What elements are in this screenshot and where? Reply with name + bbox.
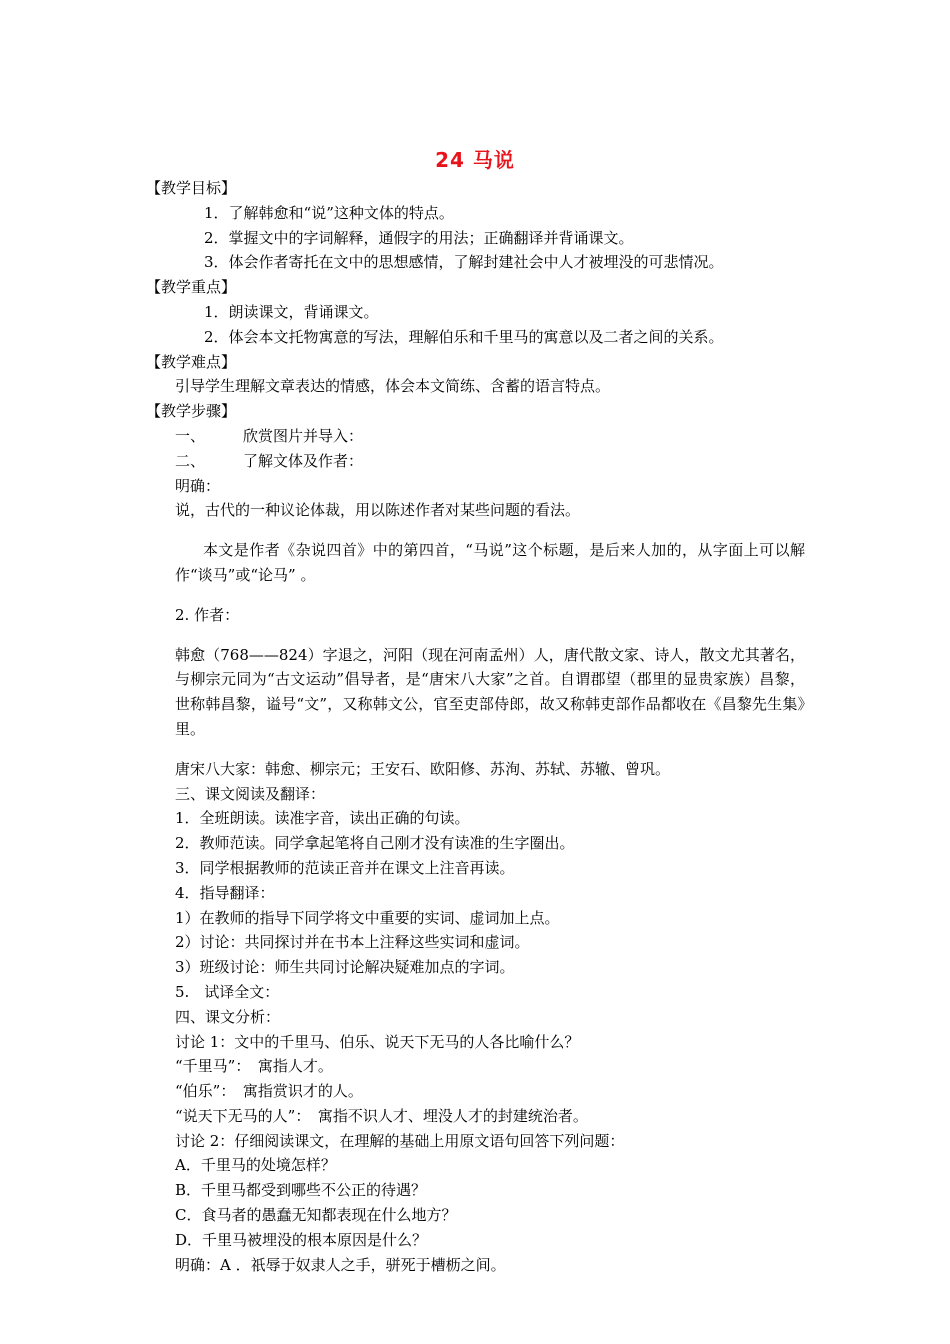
step-three-item: 1．全班朗读。读准字音，读出正确的句读。 <box>175 809 470 828</box>
difficulty-text: 引导学生理解文章表达的情感，体会本文简练、含蓄的语言特点。 <box>175 377 611 396</box>
author-heading: 2. 作者： <box>175 605 240 624</box>
step-four-item: 明确：A ．祇辱于奴隶人之手，骈死于槽枥之间。 <box>175 1255 506 1274</box>
step-four-item: 讨论 1：文中的千里马、伯乐、说天下无马的人各比喻什么？ <box>175 1032 580 1051</box>
shuo-paragraph: 本文是作者《杂说四首》中的第四首，“马说”这个标题，是后来人加的，从字面上可以解作“谈马”或“论马” 。 <box>175 541 805 584</box>
step-four-item: B．千里马都受到哪些不公正的待遇？ <box>175 1181 427 1200</box>
step-three-item: 3）班级讨论：师生共同讨论解决疑难加点的字词。 <box>175 958 515 977</box>
step-one-text: 欣赏图片并导入： <box>243 426 364 445</box>
goals-heading: 【教学目标】 <box>146 179 237 197</box>
step-three-item: 5. 试译全文： <box>175 982 280 1001</box>
shuo-definition: 说，古代的一种议论体裁，用以陈述作者对某些问题的看法。 <box>175 501 581 520</box>
step-three-item: 1）在教师的指导下同学将文中重要的实词、虚词加上点。 <box>175 908 560 927</box>
goal-item: 3．体会作者寄托在文中的思想感情，了解封建社会中人才被埋没的可悲情况。 <box>204 253 724 272</box>
step-three-item: 3．同学根据教师的范读正音并在课文上注音再读。 <box>175 858 515 877</box>
clarify-label: 明确： <box>175 476 221 495</box>
author-paragraph: 韩愈（768——824）字退之，河阳（现在河南孟州）人，唐代散文家、诗人，散文尤其著名，与柳宗元同为“古文运动”倡导者，是“唐宋八大家”之首。自谓郡望（郡里的显贵家族）昌黎，世称韩昌黎，谥号“文”，又称韩文公，官至吏部侍郎，故又称韩吏部作品都收在《昌黎先生集》里。 <box>175 645 805 738</box>
document-title: 24 马说 <box>435 148 515 172</box>
step-two <box>146 449 816 474</box>
step-two-number: 二、 <box>175 451 206 470</box>
step-three-item: 2．教师范读。同学拿起笔将自己刚才没有读准的生字圈出。 <box>175 834 575 853</box>
step-four-item: 讨论 2：仔细阅读课文，在理解的基础上用原文语句回答下列问题： <box>175 1131 625 1150</box>
step-four-heading: 四、课文分析： <box>175 1007 281 1026</box>
step-four-item: A．千里马的处境怎样？ <box>175 1156 336 1175</box>
goal-item: 2．掌握文中的字词解释，通假字的用法；正确翻译并背诵课文。 <box>204 228 634 247</box>
step-four-item: C．食马者的愚蠢无知都表现在什么地方？ <box>175 1206 457 1225</box>
step-one-number: 一、 <box>175 426 206 445</box>
goal-item: 1．了解韩愈和“说”这种文体的特点。 <box>204 203 454 222</box>
focus-item: 2．体会本文托物寓意的写法，理解伯乐和千里马的寓意以及二者之间的关系。 <box>204 327 724 346</box>
step-four-item: “说天下无马的人”： 寓指不识人才、埋没人才的封建统治者。 <box>175 1106 588 1125</box>
step-four-item: “千里马”： 寓指人才。 <box>175 1057 333 1076</box>
step-three-item: 4．指导翻译： <box>175 883 275 902</box>
focus-item: 1．朗读课文，背诵课文。 <box>204 302 379 321</box>
steps-heading: 【教学步骤】 <box>146 402 237 421</box>
step-two-text: 了解文体及作者： <box>243 451 364 470</box>
step-three-heading: 三、课文阅读及翻译： <box>175 784 326 803</box>
focus-heading: 【教学重点】 <box>146 278 237 297</box>
step-three-item: 2）讨论：共同探讨并在书本上注释这些实词和虚词。 <box>175 933 530 952</box>
step-four-item: D．千里马被埋没的根本原因是什么？ <box>175 1230 428 1249</box>
document-body <box>146 176 816 1277</box>
eight-masters: 唐宋八大家：韩愈、柳宗元；王安石、欧阳修、苏洵、苏轼、苏辙、曾巩。 <box>175 759 671 778</box>
difficulty-heading: 【教学难点】 <box>146 352 237 371</box>
step-four-item: “伯乐”： 寓指赏识才的人。 <box>175 1082 363 1101</box>
step-one <box>146 424 816 449</box>
